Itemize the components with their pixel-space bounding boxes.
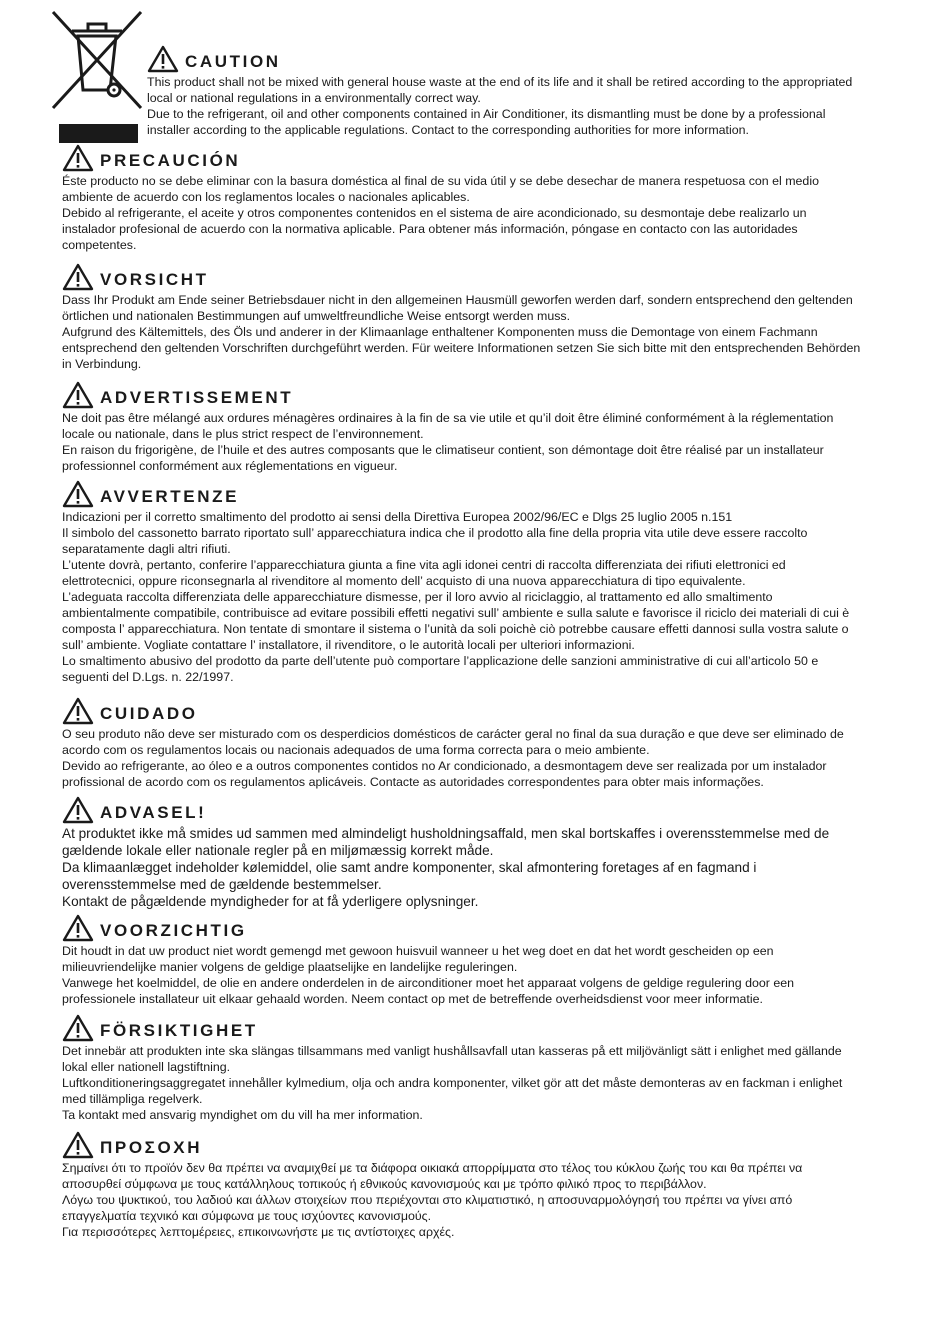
warning-triangle-icon — [62, 144, 94, 172]
warning-triangle-icon — [62, 1014, 94, 1042]
paragraph: Για περισσότερες λεπτομέρειες, επικοινωνήστε με τις αντίστοιχες αρχές. — [62, 1225, 455, 1239]
heading-text: VORSICHT — [100, 270, 209, 289]
section-heading — [62, 1130, 862, 1160]
section-german — [62, 262, 862, 372]
heading-text: ADVERTISSEMENT — [100, 388, 294, 407]
section-body — [62, 1160, 862, 1240]
paragraph: En raison du frigorigène, de l’huile et des autres composants que le climatiseur contient, son démontage doit être réalisé par un installateur professionnel conformément aux réglementations en vigueur. — [62, 443, 824, 473]
section-heading — [62, 696, 862, 726]
paragraph: Dit houdt in dat uw product niet wordt gemengd met gewoon huisvuil wanneer u het weg doet en dat het wordt gescheiden op een milieuvriendelijke manier volgens de geldige plaatselijke en landelijke reguleringen. — [62, 944, 774, 974]
section-body — [62, 173, 862, 253]
section-heading — [62, 1013, 862, 1043]
section-greek — [62, 1130, 862, 1240]
warning-triangle-icon — [62, 263, 94, 291]
paragraph: Il simbolo del cassonetto barrato riportato sull’ apparecchiatura indica che il prodotto alla fine della propria vita utile deve essere raccolto separatamente dagli altri rifiuti. — [62, 526, 808, 556]
paragraph: Devido ao refrigerante, ao óleo e a outros componentes contidos no Ar condicionado, a desmontagem deve ser realizada por um instalador profissional de acordo com os regulamentos aplicáveis. Contacte as autoridades correspondentes para obter mais informações. — [62, 759, 827, 789]
paragraph: Ta kontakt med ansvarig myndighet om du vill ha mer information. — [62, 1108, 423, 1122]
section-body — [62, 825, 862, 910]
warning-triangle-icon — [62, 1131, 94, 1159]
section-body — [62, 292, 862, 372]
section-body — [147, 74, 862, 138]
section-danish — [62, 795, 862, 910]
heading-text: PRECAUCIÓN — [100, 151, 241, 170]
paragraph: O seu produto não deve ser misturado com os desperdicios domésticos de carácter geral no final da sua duração e que deve ser eliminado de acordo com os regulamentos locais ou nacionais adequados de uma forma correcta para o meio ambiente. — [62, 727, 844, 757]
section-english — [147, 44, 862, 138]
section-body — [62, 943, 862, 1007]
paragraph: L’utente dovrà, pertanto, conferire l’apparecchiatura giunta a fine vita agli idonei centri di raccolta differenziata dei rifiuti elettronici ed elettrotecnici, oppure riconsegnarla al rivenditore al momento dell’ acquisto di una nuova apparecchiatura di tipo equivalente. — [62, 558, 786, 588]
heading-text: CAUTION — [185, 52, 281, 71]
paragraph: Due to the refrigerant, oil and other components contained in Air Conditioner, its dismantling must be done by a professional installer according to the applicable regulations. Contact to the corresponding authorities for more information. — [147, 107, 826, 137]
section-italian — [62, 479, 862, 685]
heading-text: ADVASEL! — [100, 803, 207, 822]
section-heading — [62, 913, 862, 943]
paragraph: Ne doit pas être mélangé aux ordures ménagères ordinaires à la fin de sa vie utile et qu’il doit être éliminé conformément à la réglementation locale ou nationale, dans le plus strict respect de l’environnement. — [62, 411, 834, 441]
section-heading — [62, 795, 862, 825]
paragraph: Det innebär att produkten inte ska slängas tillsammans med vanligt hushållsavfall utan kasseras på ett miljövänligt sätt i enlighet med gällande lokal eller nationell lagstiftning. — [62, 1044, 842, 1074]
warning-triangle-icon — [62, 796, 94, 824]
paragraph: Dass Ihr Produkt am Ende seiner Betriebsdauer nicht in den allgemeinen Hausmüll geworfen werden darf, sondern entsprechend den geltenden örtlichen und nationalen Bestimmungen auf umweltfreundliche Weise entsorgt werden muss. — [62, 293, 853, 323]
paragraph: Aufgrund des Kältemittels, des Öls und anderer in der Klimaanlage enthaltener Komponenten muss die Demontage von einem Fachmann entsprechend den geltenden Vorschriften durchgeführt werden. Für weitere Informationen setzen Sie sich bitte mit den entsprechenden Behörden in Verbindung. — [62, 325, 861, 371]
heading-text: ΠΡΟΣΟΧΗ — [100, 1138, 203, 1157]
heading-text: VOORZICHTIG — [100, 921, 247, 940]
warning-triangle-icon — [147, 45, 179, 73]
section-heading — [62, 380, 862, 410]
heading-text: CUIDADO — [100, 704, 198, 723]
warning-triangle-icon — [62, 480, 94, 508]
heading-text: FÖRSIKTIGHET — [100, 1021, 258, 1040]
paragraph: Vanwege het koelmiddel, de olie en andere onderdelen in de airconditioner moet het apparaat volgens de geldige regulering door een professionele installateur uit elkaar gehaald worden. Neem contact op met de betreffende overheidsdienst voor meer informatie. — [62, 976, 795, 1006]
paragraph: Da klimaanlægget indeholder kølemiddel, olie samt andre komponenter, skal afmontering foretages af en fagmand i overensstemmelse med de gældende bestemmelser. — [62, 860, 757, 892]
warning-triangle-icon — [62, 914, 94, 942]
section-body — [62, 1043, 862, 1123]
paragraph: Debido al refrigerante, el aceite y otros componentes contenidos en el sistema de aire acondicionado, su desmontaje debe realizarlo un instalador profesional de acuerdo con la normativa aplicable. Para obtener más información, póngase en contacto con las autoridades competentes. — [62, 206, 807, 252]
section-portuguese — [62, 696, 862, 790]
section-heading — [62, 262, 862, 292]
paragraph: Indicazioni per il corretto smaltimento del prodotto ai sensi della Direttiva Europea 2002/96/EC e Dlgs 25 luglio 2005 n.151 — [62, 510, 733, 524]
paragraph: Éste producto no se debe eliminar con la basura doméstica al final de su vida útil y se debe desechar de manera respetuosa con el medio ambiente de acuerdo con los reglamentos locales o nacionales aplicables. — [62, 174, 819, 204]
weee-crossed-bin-icon — [50, 10, 144, 110]
section-heading — [62, 479, 862, 509]
paragraph: At produktet ikke må smides ud sammen med almindeligt husholdningsaffald, men skal bortskaffes i overensstemmelse med de gældende lokale eller nationale regler på en miljømæssig korrekt måde. — [62, 826, 830, 858]
section-body — [62, 410, 862, 474]
heading-text: AVVERTENZE — [100, 487, 240, 506]
section-swedish — [62, 1013, 862, 1123]
section-heading — [147, 44, 862, 74]
paragraph: Σημαίνει ότι το προϊόν δεν θα πρέπει να αναμιχθεί με τα διάφορα οικιακά απορρίμματα στο τέλος του κύκλου ζωής του και θα πρέπει να αποσυρθεί σύμφωνα με τους κατάλληλους τοπικούς ή εθνικούς κανονισμούς και με τρόπο φιλικό προς το περιβάλλον. — [62, 1161, 803, 1191]
warning-triangle-icon — [62, 381, 94, 409]
section-spanish — [62, 143, 862, 253]
section-body — [62, 726, 862, 790]
paragraph: Luftkonditioneringsaggregatet innehåller kylmedium, olja och andra komponenter, vilket gör att det måste demonteras av en fackman i enlighet med tillämpliga regelverk. — [62, 1076, 843, 1106]
section-heading — [62, 143, 862, 173]
paragraph: Λόγω του ψυκτικού, του λαδιού και άλλων στοιχείων που περιέχονται στο κλιματιστικό, η αποσυναρμολόγησή του πρέπει να γίνει από επαγγελματία τεχνικό και σύμφωνα με τους ισχύοντες κανονισμούς. — [62, 1193, 793, 1223]
paragraph: Kontakt de pågældende myndigheder for at få yderligere oplysninger. — [62, 894, 479, 909]
section-dutch — [62, 913, 862, 1007]
section-french — [62, 380, 862, 474]
weee-separate-collection-bar — [59, 124, 138, 143]
paragraph: L’adeguata raccolta differenziata delle apparecchiature dismesse, per il loro avvio al riciclaggio, al trattamento ed allo smaltimento ambientalmente compatibile, contribuisce ad evitare possibili effetti negativi sull’ ambiente e sulla salute e favorisce il riciclo dei materiali di cui è composta l’ apparecchiatura. Non tentate di smontare il sistema o l’unità da soli poichè ciò potrebbe causare effetti dannosi sulla vostra salute o sull’ ambiente. Vogliate contattare l’ installatore, il rivenditore, o le autorità locali per ulteriori informazioni. — [62, 590, 850, 652]
warning-triangle-icon — [62, 697, 94, 725]
section-body — [62, 509, 862, 685]
paragraph: Lo smaltimento abusivo del prodotto da parte dell’utente può comportare l’applicazione delle sanzioni amministrative di cui all’articolo 50 e seguenti del D.Lgs. n. 22/1997. — [62, 654, 819, 684]
paragraph: This product shall not be mixed with general house waste at the end of its life and it shall be retired according to the appropriated local or national regulations in a environmentally correct way. — [147, 75, 853, 105]
